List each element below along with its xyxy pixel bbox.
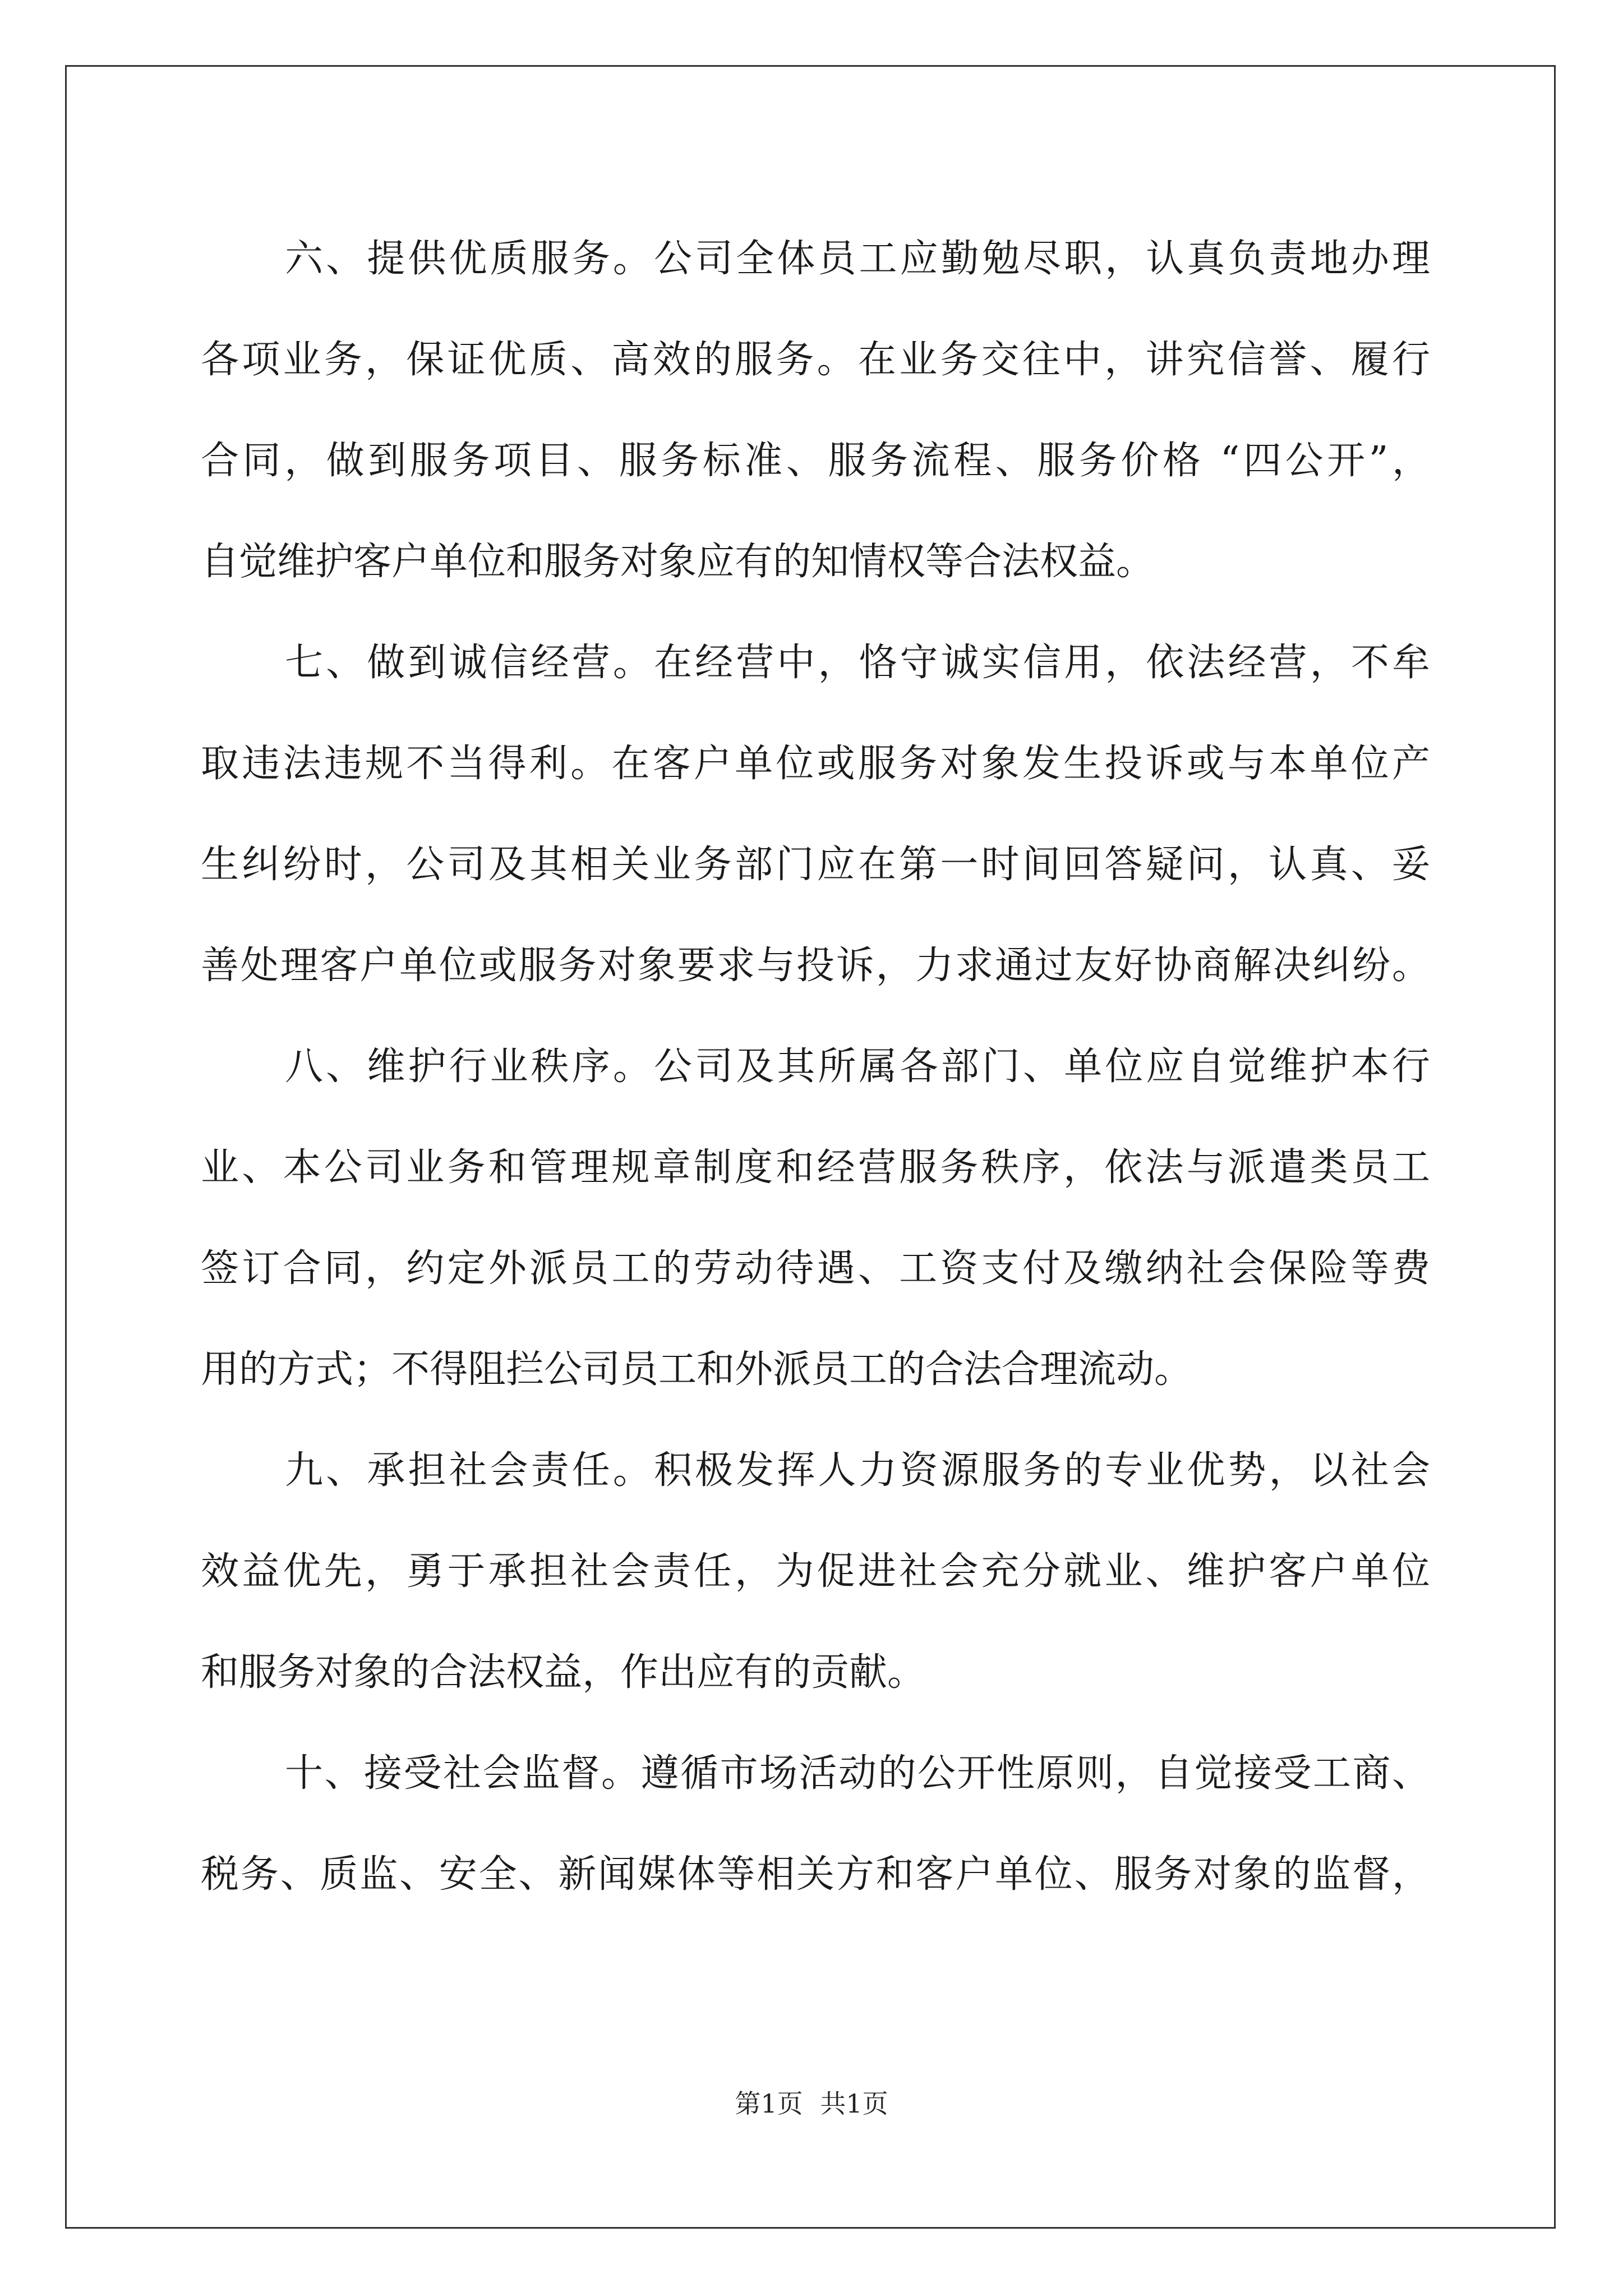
page-total: 共1页 (820, 2088, 888, 2119)
page-number: 第1页 (735, 2088, 803, 2119)
text-line: 取违法违规不当得利。在客户单位或服务对象发生投诉或与本单位产 (201, 742, 1430, 786)
text-line: 税务、质监、安全、新闻媒体等相关方和客户单位、服务对象的监督， (201, 1852, 1430, 1897)
text-line: 九、承担社会责任。积极发挥人力资源服务的专业优势，以社会 (285, 1448, 1430, 1493)
text-line: 自觉维护客户单位和服务对象应有的知情权等合法权益。 (201, 540, 1155, 584)
text-line: 善处理客户单位或服务对象要求与投诉，力求通过友好协商解决纠纷。 (201, 944, 1430, 988)
document-body (201, 209, 1430, 1925)
text-line: 生纠纷时，公司及其相关业务部门应在第一时间回答疑问，认真、妥 (201, 843, 1430, 887)
text-line: 和服务对象的合法权益，作出应有的贡献。 (201, 1650, 926, 1695)
text-line: 八、维护行业秩序。公司及其所属各部门、单位应自觉维护本行 (285, 1045, 1430, 1089)
text-line: 签订合同，约定外派员工的劳动待遇、工资支付及缴纳社会保险等费 (201, 1246, 1430, 1291)
text-line: 十、接受社会监督。遵循市场活动的公开性原则，自觉接受工商、 (285, 1751, 1430, 1796)
text-line: 合同，做到服务项目、服务标准、服务流程、服务价格 “四公开”， (201, 439, 1430, 483)
page-footer (0, 2087, 1623, 2120)
text-line: 效益优先，勇于承担社会责任，为促进社会充分就业、维护客户单位 (201, 1549, 1430, 1594)
text-line: 六、提供优质服务。公司全体员工应勤勉尽职，认真负责地办理 (285, 237, 1430, 281)
text-line: 七、做到诚信经营。在经营中，恪守诚实信用，依法经营，不牟 (285, 641, 1430, 685)
text-line: 用的方式；不得阻拦公司员工和外派员工的合法合理流动。 (201, 1347, 1193, 1392)
text-line: 各项业务，保证优质、高效的服务。在业务交往中，讲究信誉、履行 (201, 338, 1430, 382)
text-line: 业、本公司业务和管理规章制度和经营服务秩序，依法与派遣类员工 (201, 1145, 1430, 1190)
